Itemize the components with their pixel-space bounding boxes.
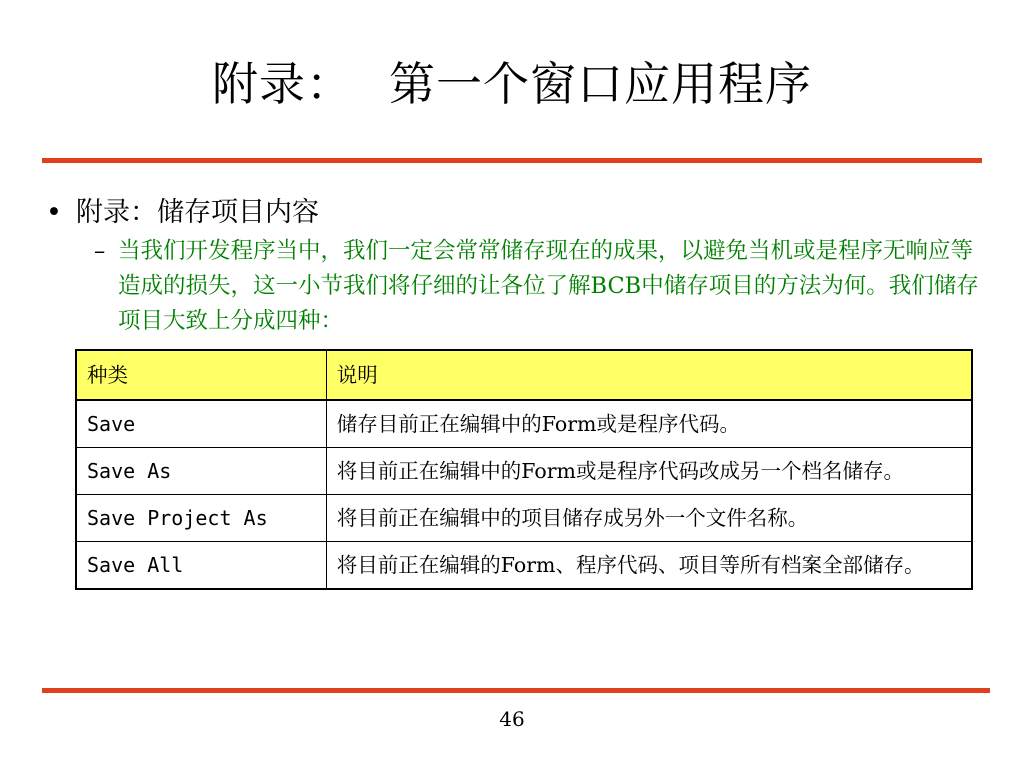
slide-title bbox=[0, 48, 1024, 114]
title-main: 第一个窗口应用程序 bbox=[389, 57, 812, 111]
row-description: 储存目前正在编辑中的Form或是程序代码。 bbox=[326, 400, 972, 448]
row-type: Save Project As bbox=[76, 495, 326, 542]
row-type: Save As bbox=[76, 448, 326, 495]
bullet-text: 附录：储存项目内容 bbox=[76, 197, 319, 228]
sub-bullet-marker: – bbox=[94, 238, 106, 264]
row-description: 将目前正在编辑的Form、程序代码、项目等所有档案全部储存。 bbox=[326, 542, 972, 590]
top-divider bbox=[42, 158, 982, 163]
table-row bbox=[76, 542, 972, 590]
table-row bbox=[76, 448, 972, 495]
header-description: 说明 bbox=[326, 350, 972, 400]
table-row bbox=[76, 400, 972, 448]
row-description: 将目前正在编辑中的Form或是程序代码改成另一个档名储存。 bbox=[326, 448, 972, 495]
table-row bbox=[76, 495, 972, 542]
bottom-divider bbox=[42, 688, 990, 693]
bullet-item bbox=[46, 190, 319, 229]
row-description: 将目前正在编辑中的项目储存成另外一个文件名称。 bbox=[326, 495, 972, 542]
title-prefix: 附录： bbox=[212, 57, 353, 111]
bullet-marker: • bbox=[46, 197, 62, 228]
header-type: 种类 bbox=[76, 350, 326, 400]
page-number: 46 bbox=[499, 707, 525, 731]
table-header-row bbox=[76, 350, 972, 400]
row-type: Save All bbox=[76, 542, 326, 590]
sub-bullet-text: 当我们开发程序当中，我们一定会常常储存现在的成果，以避免当机或是程序无响应等造成的损失，这一小节我们将仔细的让各位了解BCB中储存项目的方法为何。我们储存项目大致上分成四种： bbox=[118, 238, 979, 334]
sub-bullet bbox=[94, 234, 994, 339]
row-type: Save bbox=[76, 400, 326, 448]
save-types-table bbox=[75, 349, 973, 590]
